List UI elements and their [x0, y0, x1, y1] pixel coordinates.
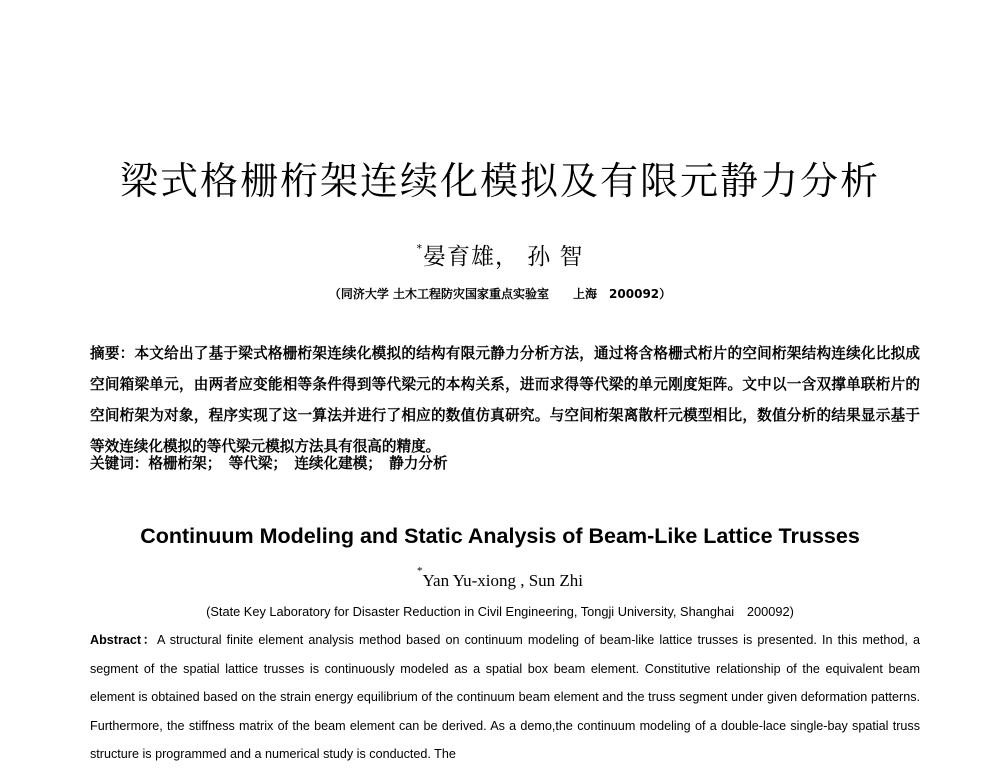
keywords-chinese-text: 格栅桁架； 等代梁； 连续化建模； 静力分析: [148, 455, 448, 472]
authors-chinese: [0, 238, 1000, 271]
corresponding-author-mark: *: [416, 242, 423, 255]
authors-english: [0, 565, 1000, 591]
affiliation-chinese: （同济大学 土木工程防灾国家重点实验室 上海 200092）: [328, 287, 672, 301]
abstract-chinese-label: 摘要：: [90, 345, 135, 362]
affiliation-english: (State Key Laboratory for Disaster Reduction in Civil Engineering, Tongji University, Shanghai 200092): [206, 604, 794, 619]
abstract-chinese-text: 本文给出了基于梁式格栅桁架连续化模拟的结构有限元静力分析方法，通过将含格栅式桁片的空间桁架结构连续化比拟成空间箱梁单元，由两者应变能相等条件得到等代梁元的本构关系，进而求得等代梁的单元刚度矩阵。文中以一含双撑单联桁片的空间桁架为对象，程序实现了这一算法并进行了相应的数值仿真研究。与空间桁架离散杆元模型相比，数值分析的结果显示基于等效连续化模拟的等代梁元模拟方法具有很高的精度。: [90, 345, 920, 455]
abstract-english-label: Abstract：: [90, 633, 157, 647]
corresponding-author-mark-english: *: [416, 565, 423, 577]
abstract-chinese: [90, 338, 920, 462]
abstract-english: [90, 626, 920, 769]
paper-title-chinese: 梁式格栅桁架连续化模拟及有限元静力分析: [119, 159, 880, 203]
authors-chinese-names: 晏育雄， 孙 智: [422, 244, 584, 270]
keywords-chinese-label: 关键词：: [90, 455, 149, 472]
keywords-chinese: [90, 452, 920, 473]
authors-english-names: Yan Yu-xiong , Sun Zhi: [422, 571, 584, 590]
abstract-english-text: A structural finite element analysis method based on continuum modeling of beam-like lattice trusses is presented. In this method, a segment of the spatial lattice trusses is continuously modeled as a spatial box beam element. Constitutive relationship of the equivalent beam element is obtained based on the strain energy equilibrium of the continuum beam element and the truss segment under given deformation patterns. Furthermore, the stiffness matrix of the beam element can be derived. As a demo,the continuum modeling of a double-lace single-bay spatial truss structure is programmed and a numerical study is conducted. The: [90, 633, 920, 761]
paper-title-english: Continuum Modeling and Static Analysis of Beam-Like Lattice Trusses: [140, 524, 860, 548]
